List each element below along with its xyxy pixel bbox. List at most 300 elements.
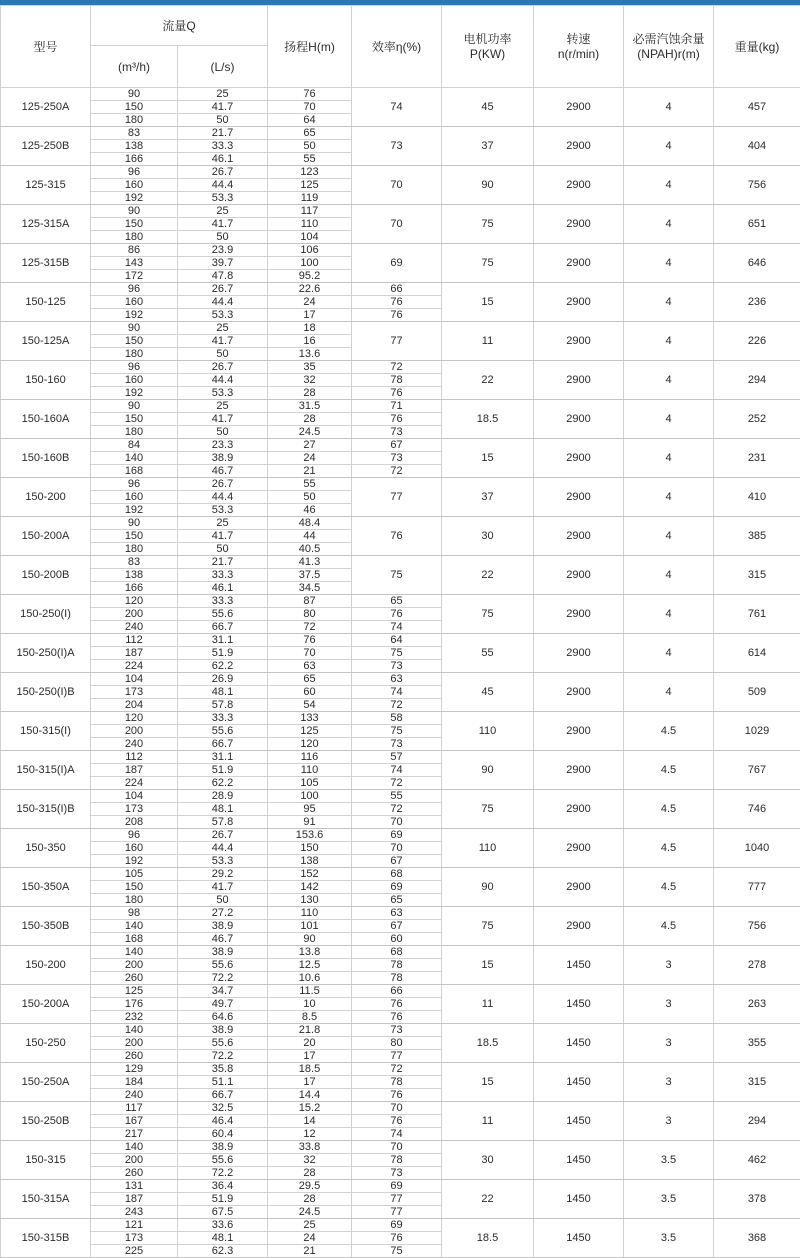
flow-m3h-cell: 240 — [91, 738, 178, 751]
flow-ls-cell: 23.3 — [178, 439, 268, 452]
model-cell: 125-250A — [1, 88, 91, 127]
head-cell: 87 — [268, 595, 352, 608]
head-cell: 12.5 — [268, 959, 352, 972]
table-row — [1, 556, 800, 569]
efficiency-cell: 65 — [352, 595, 442, 608]
weight-cell: 368 — [714, 1219, 800, 1258]
flow-m3h-cell: 184 — [91, 1076, 178, 1089]
speed-cell: 1450 — [534, 985, 624, 1024]
head-cell: 28 — [268, 387, 352, 400]
speed-cell: 2900 — [534, 517, 624, 556]
npsh-cell: 3.5 — [624, 1219, 714, 1258]
flow-m3h-cell: 125 — [91, 985, 178, 998]
flow-ls-cell: 38.9 — [178, 1024, 268, 1037]
speed-cell: 2900 — [534, 361, 624, 400]
head-cell: 72 — [268, 621, 352, 634]
power-cell: 30 — [442, 517, 534, 556]
power-cell: 11 — [442, 985, 534, 1024]
flow-ls-cell: 36.4 — [178, 1180, 268, 1193]
speed-cell: 2900 — [534, 283, 624, 322]
flow-ls-cell: 50 — [178, 894, 268, 907]
flow-m3h-cell: 240 — [91, 621, 178, 634]
head-cell: 17 — [268, 309, 352, 322]
table-row — [1, 868, 800, 881]
header-npsh-line1: 必需汽蚀余量 — [624, 32, 713, 47]
efficiency-cell: 72 — [352, 465, 442, 478]
header-npsh — [624, 6, 714, 88]
model-cell: 150-250 — [1, 1024, 91, 1063]
flow-m3h-cell: 96 — [91, 166, 178, 179]
flow-m3h-cell: 150 — [91, 413, 178, 426]
model-cell: 150-250(I)B — [1, 673, 91, 712]
flow-ls-cell: 33.3 — [178, 712, 268, 725]
head-cell: 54 — [268, 699, 352, 712]
flow-m3h-cell: 160 — [91, 374, 178, 387]
table-row — [1, 1141, 800, 1154]
efficiency-cell: 74 — [352, 764, 442, 777]
power-cell: 75 — [442, 244, 534, 283]
flow-m3h-cell: 160 — [91, 296, 178, 309]
flow-m3h-cell: 192 — [91, 855, 178, 868]
flow-m3h-cell: 96 — [91, 361, 178, 374]
flow-m3h-cell: 180 — [91, 894, 178, 907]
flow-ls-cell: 50 — [178, 543, 268, 556]
head-cell: 35 — [268, 361, 352, 374]
power-cell: 90 — [442, 868, 534, 907]
efficiency-cell: 78 — [352, 959, 442, 972]
model-cell: 150-200A — [1, 517, 91, 556]
model-cell: 150-315A — [1, 1180, 91, 1219]
npsh-cell: 4.5 — [624, 829, 714, 868]
head-cell: 125 — [268, 179, 352, 192]
efficiency-cell: 74 — [352, 686, 442, 699]
header-flow-group: 流量Q — [91, 6, 268, 46]
npsh-cell: 4 — [624, 88, 714, 127]
model-cell: 150-125 — [1, 283, 91, 322]
weight-cell: 236 — [714, 283, 800, 322]
efficiency-cell: 66 — [352, 985, 442, 998]
head-cell: 32 — [268, 1154, 352, 1167]
speed-cell: 1450 — [534, 1102, 624, 1141]
weight-cell: 355 — [714, 1024, 800, 1063]
npsh-cell: 3.5 — [624, 1141, 714, 1180]
power-cell: 22 — [442, 1180, 534, 1219]
efficiency-cell: 72 — [352, 699, 442, 712]
flow-ls-cell: 46.7 — [178, 465, 268, 478]
power-cell: 75 — [442, 595, 534, 634]
flow-m3h-cell: 160 — [91, 179, 178, 192]
flow-m3h-cell: 140 — [91, 1024, 178, 1037]
weight-cell: 777 — [714, 868, 800, 907]
table-row — [1, 790, 800, 803]
efficiency-cell: 76 — [352, 998, 442, 1011]
head-cell: 55 — [268, 153, 352, 166]
flow-m3h-cell: 180 — [91, 348, 178, 361]
table-row — [1, 1024, 800, 1037]
speed-cell: 2900 — [534, 400, 624, 439]
flow-ls-cell: 33.6 — [178, 1219, 268, 1232]
npsh-cell: 4 — [624, 205, 714, 244]
flow-ls-cell: 62.2 — [178, 777, 268, 790]
head-cell: 123 — [268, 166, 352, 179]
flow-m3h-cell: 260 — [91, 1050, 178, 1063]
weight-cell: 457 — [714, 88, 800, 127]
model-cell: 150-250(I)A — [1, 634, 91, 673]
efficiency-cell: 78 — [352, 1076, 442, 1089]
speed-cell: 2900 — [534, 166, 624, 205]
flow-ls-cell: 48.1 — [178, 1232, 268, 1245]
efficiency-cell: 67 — [352, 439, 442, 452]
head-cell: 21 — [268, 1245, 352, 1258]
flow-m3h-cell: 173 — [91, 1232, 178, 1245]
npsh-cell: 4 — [624, 127, 714, 166]
efficiency-cell: 70 — [352, 1102, 442, 1115]
speed-cell: 2900 — [534, 829, 624, 868]
head-cell: 110 — [268, 764, 352, 777]
head-cell: 32 — [268, 374, 352, 387]
flow-ls-cell: 60.4 — [178, 1128, 268, 1141]
efficiency-cell: 76 — [352, 413, 442, 426]
power-cell: 15 — [442, 946, 534, 985]
power-cell: 110 — [442, 712, 534, 751]
weight-cell: 231 — [714, 439, 800, 478]
npsh-cell: 4 — [624, 322, 714, 361]
flow-ls-cell: 55.6 — [178, 1154, 268, 1167]
weight-cell: 294 — [714, 361, 800, 400]
model-cell: 150-250(I) — [1, 595, 91, 634]
efficiency-cell: 74 — [352, 621, 442, 634]
head-cell: 63 — [268, 660, 352, 673]
flow-ls-cell: 46.4 — [178, 1115, 268, 1128]
flow-m3h-cell: 192 — [91, 504, 178, 517]
header-speed-line2: n(r/min) — [534, 47, 623, 62]
table-row — [1, 361, 800, 374]
flow-ls-cell: 55.6 — [178, 608, 268, 621]
flow-ls-cell: 53.3 — [178, 387, 268, 400]
npsh-cell: 4.5 — [624, 790, 714, 829]
npsh-cell: 4 — [624, 556, 714, 595]
flow-m3h-cell: 96 — [91, 829, 178, 842]
head-cell: 95.2 — [268, 270, 352, 283]
efficiency-cell: 80 — [352, 1037, 442, 1050]
flow-m3h-cell: 217 — [91, 1128, 178, 1141]
model-cell: 150-200 — [1, 478, 91, 517]
flow-ls-cell: 35.8 — [178, 1063, 268, 1076]
head-cell: 110 — [268, 218, 352, 231]
flow-m3h-cell: 192 — [91, 192, 178, 205]
flow-m3h-cell: 83 — [91, 127, 178, 140]
head-cell: 120 — [268, 738, 352, 751]
power-cell: 75 — [442, 790, 534, 829]
flow-ls-cell: 38.9 — [178, 920, 268, 933]
model-cell: 150-200B — [1, 556, 91, 595]
weight-cell: 767 — [714, 751, 800, 790]
efficiency-cell: 73 — [352, 426, 442, 439]
flow-m3h-cell: 166 — [91, 153, 178, 166]
flow-ls-cell: 53.3 — [178, 192, 268, 205]
power-cell: 18.5 — [442, 1219, 534, 1258]
model-cell: 125-250B — [1, 127, 91, 166]
head-cell: 90 — [268, 933, 352, 946]
weight-cell: 226 — [714, 322, 800, 361]
flow-m3h-cell: 173 — [91, 803, 178, 816]
head-cell: 16 — [268, 335, 352, 348]
header-model: 型号 — [1, 6, 91, 88]
flow-m3h-cell: 225 — [91, 1245, 178, 1258]
speed-cell: 2900 — [534, 88, 624, 127]
head-cell: 150 — [268, 842, 352, 855]
flow-ls-cell: 33.3 — [178, 140, 268, 153]
flow-m3h-cell: 121 — [91, 1219, 178, 1232]
speed-cell: 2900 — [534, 439, 624, 478]
head-cell: 17 — [268, 1050, 352, 1063]
power-cell: 18.5 — [442, 1024, 534, 1063]
head-cell: 20 — [268, 1037, 352, 1050]
flow-ls-cell: 55.6 — [178, 959, 268, 972]
flow-m3h-cell: 192 — [91, 309, 178, 322]
table-row — [1, 322, 800, 335]
head-cell: 117 — [268, 205, 352, 218]
power-cell: 15 — [442, 439, 534, 478]
flow-m3h-cell: 105 — [91, 868, 178, 881]
flow-m3h-cell: 204 — [91, 699, 178, 712]
head-cell: 64 — [268, 114, 352, 127]
header-efficiency: 效率η(%) — [352, 6, 442, 88]
weight-cell: 462 — [714, 1141, 800, 1180]
flow-ls-cell: 26.7 — [178, 361, 268, 374]
head-cell: 76 — [268, 88, 352, 101]
speed-cell: 2900 — [534, 712, 624, 751]
flow-ls-cell: 51.9 — [178, 764, 268, 777]
head-cell: 101 — [268, 920, 352, 933]
flow-ls-cell: 44.4 — [178, 491, 268, 504]
efficiency-cell: 75 — [352, 556, 442, 595]
table-row — [1, 478, 800, 491]
speed-cell: 2900 — [534, 634, 624, 673]
flow-ls-cell: 41.7 — [178, 218, 268, 231]
npsh-cell: 3.5 — [624, 1180, 714, 1219]
speed-cell: 1450 — [534, 1219, 624, 1258]
header-speed-line1: 转速 — [534, 32, 623, 47]
flow-ls-cell: 66.7 — [178, 621, 268, 634]
efficiency-cell: 76 — [352, 387, 442, 400]
flow-ls-cell: 26.7 — [178, 829, 268, 842]
efficiency-cell: 76 — [352, 1232, 442, 1245]
speed-cell: 2900 — [534, 127, 624, 166]
flow-m3h-cell: 131 — [91, 1180, 178, 1193]
flow-m3h-cell: 200 — [91, 1037, 178, 1050]
table-row — [1, 712, 800, 725]
flow-ls-cell: 26.9 — [178, 673, 268, 686]
power-cell: 90 — [442, 166, 534, 205]
head-cell: 142 — [268, 881, 352, 894]
head-cell: 13.6 — [268, 348, 352, 361]
efficiency-cell: 65 — [352, 894, 442, 907]
flow-m3h-cell: 90 — [91, 205, 178, 218]
efficiency-cell: 78 — [352, 374, 442, 387]
flow-ls-cell: 32.5 — [178, 1102, 268, 1115]
efficiency-cell: 71 — [352, 400, 442, 413]
head-cell: 50 — [268, 491, 352, 504]
head-cell: 27 — [268, 439, 352, 452]
flow-m3h-cell: 104 — [91, 673, 178, 686]
flow-m3h-cell: 140 — [91, 920, 178, 933]
head-cell: 133 — [268, 712, 352, 725]
flow-ls-cell: 51.9 — [178, 647, 268, 660]
flow-ls-cell: 41.7 — [178, 530, 268, 543]
flow-m3h-cell: 150 — [91, 218, 178, 231]
npsh-cell: 4 — [624, 244, 714, 283]
flow-m3h-cell: 167 — [91, 1115, 178, 1128]
efficiency-cell: 68 — [352, 868, 442, 881]
table-row — [1, 634, 800, 647]
flow-ls-cell: 53.3 — [178, 504, 268, 517]
efficiency-cell: 76 — [352, 1115, 442, 1128]
flow-m3h-cell: 143 — [91, 257, 178, 270]
flow-ls-cell: 44.4 — [178, 374, 268, 387]
flow-ls-cell: 38.9 — [178, 946, 268, 959]
speed-cell: 1450 — [534, 1063, 624, 1102]
table-row — [1, 244, 800, 257]
table-row — [1, 205, 800, 218]
flow-m3h-cell: 173 — [91, 686, 178, 699]
efficiency-cell: 69 — [352, 881, 442, 894]
table-row — [1, 517, 800, 530]
power-cell: 90 — [442, 751, 534, 790]
head-cell: 28 — [268, 1193, 352, 1206]
table-row — [1, 1180, 800, 1193]
efficiency-cell: 55 — [352, 790, 442, 803]
header-weight: 重量(kg) — [714, 6, 800, 88]
flow-ls-cell: 51.9 — [178, 1193, 268, 1206]
pump-spec-table — [0, 5, 800, 1258]
flow-m3h-cell: 90 — [91, 88, 178, 101]
flow-m3h-cell: 192 — [91, 387, 178, 400]
efficiency-cell: 57 — [352, 751, 442, 764]
flow-ls-cell: 23.9 — [178, 244, 268, 257]
flow-m3h-cell: 90 — [91, 400, 178, 413]
head-cell: 130 — [268, 894, 352, 907]
flow-ls-cell: 26.7 — [178, 166, 268, 179]
weight-cell: 1040 — [714, 829, 800, 868]
flow-ls-cell: 53.3 — [178, 855, 268, 868]
flow-m3h-cell: 138 — [91, 569, 178, 582]
head-cell: 106 — [268, 244, 352, 257]
weight-cell: 294 — [714, 1102, 800, 1141]
flow-ls-cell: 25 — [178, 205, 268, 218]
head-cell: 50 — [268, 140, 352, 153]
efficiency-cell: 78 — [352, 972, 442, 985]
speed-cell: 2900 — [534, 751, 624, 790]
power-cell: 11 — [442, 322, 534, 361]
flow-ls-cell: 72.2 — [178, 1050, 268, 1063]
power-cell: 45 — [442, 88, 534, 127]
flow-ls-cell: 50 — [178, 114, 268, 127]
table-row — [1, 400, 800, 413]
flow-ls-cell: 28.9 — [178, 790, 268, 803]
efficiency-cell: 70 — [352, 816, 442, 829]
flow-m3h-cell: 180 — [91, 231, 178, 244]
flow-m3h-cell: 86 — [91, 244, 178, 257]
head-cell: 15.2 — [268, 1102, 352, 1115]
head-cell: 33.8 — [268, 1141, 352, 1154]
table-row — [1, 595, 800, 608]
head-cell: 25 — [268, 1219, 352, 1232]
head-cell: 24 — [268, 296, 352, 309]
speed-cell: 1450 — [534, 1180, 624, 1219]
flow-ls-cell: 44.4 — [178, 179, 268, 192]
head-cell: 48.4 — [268, 517, 352, 530]
flow-m3h-cell: 96 — [91, 283, 178, 296]
flow-ls-cell: 55.6 — [178, 725, 268, 738]
header-speed — [534, 6, 624, 88]
flow-ls-cell: 25 — [178, 400, 268, 413]
flow-ls-cell: 44.4 — [178, 842, 268, 855]
npsh-cell: 4 — [624, 595, 714, 634]
weight-cell: 315 — [714, 1063, 800, 1102]
head-cell: 21 — [268, 465, 352, 478]
head-cell: 100 — [268, 257, 352, 270]
power-cell: 75 — [442, 907, 534, 946]
table-row — [1, 88, 800, 101]
model-cell: 150-160A — [1, 400, 91, 439]
flow-m3h-cell: 200 — [91, 959, 178, 972]
speed-cell: 2900 — [534, 595, 624, 634]
npsh-cell: 4.5 — [624, 751, 714, 790]
head-cell: 152 — [268, 868, 352, 881]
speed-cell: 2900 — [534, 244, 624, 283]
flow-ls-cell: 50 — [178, 231, 268, 244]
power-cell: 15 — [442, 283, 534, 322]
flow-ls-cell: 38.9 — [178, 1141, 268, 1154]
head-cell: 10.6 — [268, 972, 352, 985]
weight-cell: 410 — [714, 478, 800, 517]
flow-m3h-cell: 120 — [91, 595, 178, 608]
flow-ls-cell: 41.7 — [178, 335, 268, 348]
head-cell: 24.5 — [268, 1206, 352, 1219]
speed-cell: 2900 — [534, 322, 624, 361]
head-cell: 12 — [268, 1128, 352, 1141]
efficiency-cell: 75 — [352, 647, 442, 660]
flow-ls-cell: 41.7 — [178, 881, 268, 894]
flow-ls-cell: 26.7 — [178, 283, 268, 296]
head-cell: 55 — [268, 478, 352, 491]
flow-m3h-cell: 172 — [91, 270, 178, 283]
weight-cell: 385 — [714, 517, 800, 556]
model-cell: 150-200A — [1, 985, 91, 1024]
head-cell: 76 — [268, 634, 352, 647]
model-cell: 150-350B — [1, 907, 91, 946]
flow-m3h-cell: 166 — [91, 582, 178, 595]
efficiency-cell: 76 — [352, 309, 442, 322]
flow-m3h-cell: 180 — [91, 426, 178, 439]
model-cell: 150-350 — [1, 829, 91, 868]
weight-cell: 761 — [714, 595, 800, 634]
speed-cell: 1450 — [534, 946, 624, 985]
npsh-cell: 4 — [624, 283, 714, 322]
flow-m3h-cell: 180 — [91, 543, 178, 556]
efficiency-cell: 63 — [352, 907, 442, 920]
model-cell: 150-160B — [1, 439, 91, 478]
header-flow-ls: (L/s) — [178, 46, 268, 88]
efficiency-cell: 72 — [352, 361, 442, 374]
flow-ls-cell: 66.7 — [178, 1089, 268, 1102]
npsh-cell: 4.5 — [624, 712, 714, 751]
speed-cell: 2900 — [534, 790, 624, 829]
efficiency-cell: 74 — [352, 88, 442, 127]
npsh-cell: 3 — [624, 946, 714, 985]
head-cell: 18.5 — [268, 1063, 352, 1076]
